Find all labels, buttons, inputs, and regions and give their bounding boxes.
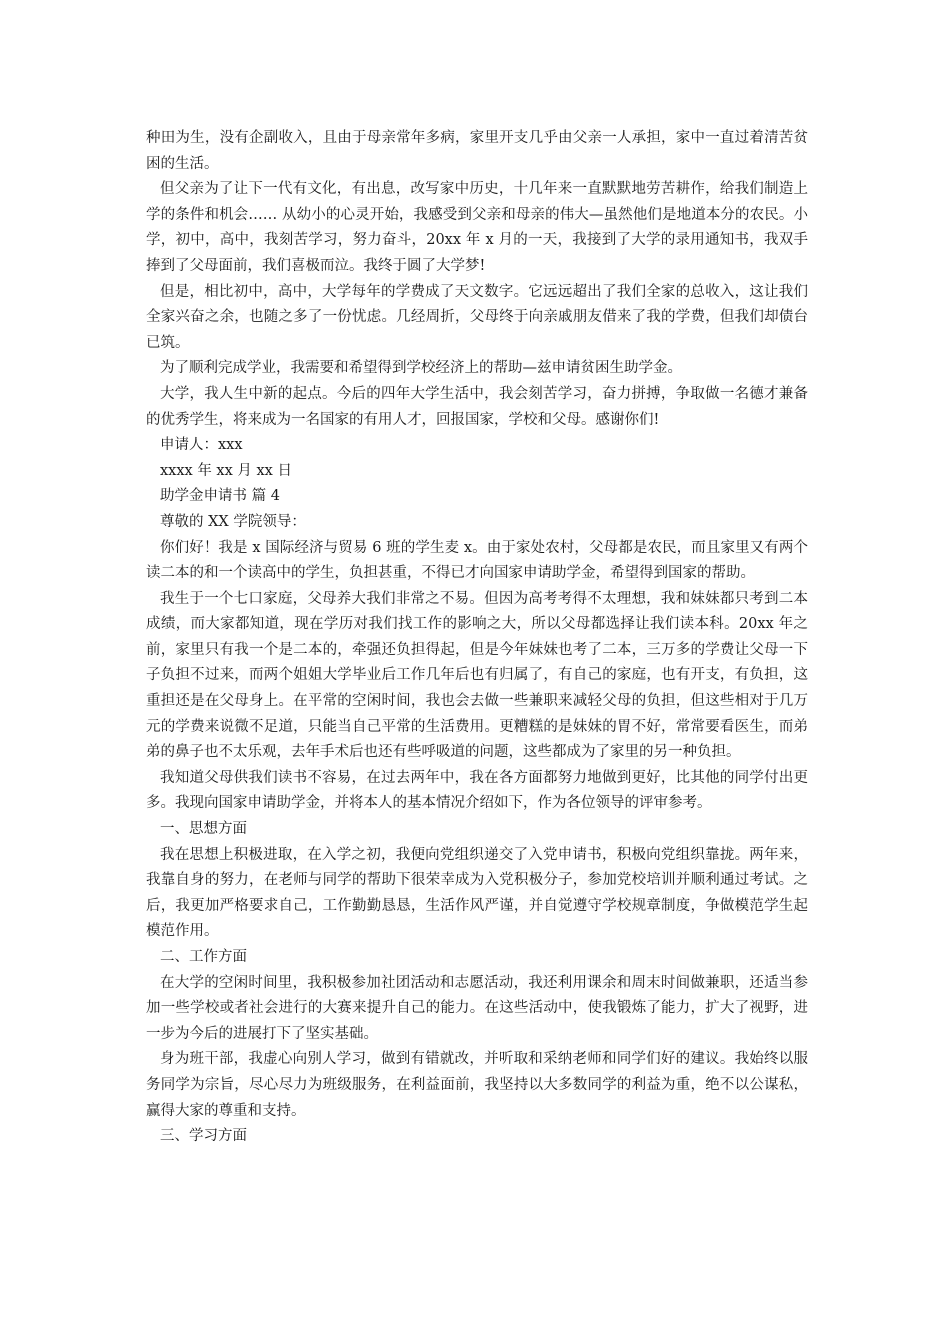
paragraph: 身为班干部，我虚心向别人学习，做到有错就改，并听取和采纳老师和同学们好的建议。我始终以服务同学为宗旨，尽心尽力为班级服务，在利益面前，我坚持以大多数同学的利益为重，绝不以公谋私，赢得大家的尊重和支持。 xyxy=(146,1051,808,1119)
paragraph: 为了顺利完成学业，我需要和希望得到学校经济上的帮助—兹申请贫困生助学金。 xyxy=(160,360,682,377)
paragraph: 在大学的空闲时间里，我积极参加社团活动和志愿活动，我还利用课余和周末时间做兼职，还适当参加一些学校或者社会进行的大赛来提升自己的能力。在这些活动中，使我锻炼了能力，扩大了视野，进一步为今后的进展打下了坚实基础。 xyxy=(146,974,808,1042)
applicant-line: 申请人：xxx xyxy=(160,437,243,454)
paragraph: 我在思想上积极进取，在入学之初，我便向党组织递交了入党申请书，积极向党组织靠拢。两年来，我靠自身的努力，在老师与同学的帮助下很荣幸成为入党积极分子，参加党校培训并顺利通过考试。之后，我更加严格要求自己，工作勤勤恳恳，生活作风严谨，并自觉遵守学校规章制度，争做模范学生起模范作用。 xyxy=(146,846,808,940)
paragraph: 种田为生，没有企副收入，且由于母亲常年多病，家里开支几乎由父亲一人承担，家中一直过着清苦贫困的生活。 xyxy=(146,130,808,172)
section-heading: 三、学习方面 xyxy=(160,1128,247,1145)
paragraph: 但是，相比初中，高中，大学每年的学费成了天文数字。它远远超出了我们全家的总收入，这让我们全家兴奋之余，也随之多了一份忧虑。几经周折，父母终于向亲戚朋友借来了我的学费，但我们却债台已筑。 xyxy=(146,283,808,351)
date-line: xxxx 年 xx 月 xx 日 xyxy=(160,462,292,479)
paragraph: 我知道父母供我们读书不容易，在过去两年中，我在各方面都努力地做到更好，比其他的同学付出更多。我现向国家申请助学金，并将本人的基本情况介绍如下，作为各位领导的评审参考。 xyxy=(146,769,808,812)
salutation: 尊敬的 XX 学院领导： xyxy=(160,513,306,530)
document-body xyxy=(146,126,808,1150)
section-heading: 二、工作方面 xyxy=(160,949,247,965)
paragraph: 大学，我人生中新的起点。今后的四年大学生活中，我会刻苦学习，奋力拼搏，争取做一名德才兼备的优秀学生，将来成为一名国家的有用人才，回报国家，学校和父母。感谢你们! xyxy=(146,385,808,428)
paragraph: 但父亲为了让下一代有文化，有出息，改写家中历史，十几年来一直默默地劳苦耕作，给我们制造上学的条件和机会…… 从幼小的心灵开始，我感受到父亲和母亲的伟大—虽然他们是地道本分的农民。小学，初中，高中，我刻苦学习，努力奋斗，20xx 年 x 月的一天，我接到了大学的录用通知书，我双手捧到了父母面前，我们喜极而泣。我终于圆了大学梦! xyxy=(146,181,808,274)
paragraph: 你们好！我是 x 国际经济与贸易 6 班的学生麦 x。由于家处农村，父母都是农民，而且家里又有两个读二本的和一个读高中的学生，负担甚重，不得已才向国家申请助学金，希望得到国家的帮助。 xyxy=(146,539,808,582)
section-title: 助学金申请书 篇 4 xyxy=(160,488,280,505)
paragraph: 我生于一个七口家庭，父母养大我们非常之不易。但因为高考考得不太理想，我和妹妹都只考到二本成绩，而大家都知道，现在学历对我们找工作的影响之大，所以父母都选择让我们读本科。20xx 年之前，家里只有我一个是二本的，牵强还负担得起，但是今年妹妹也考了二本，三万多的学费让父母一下子负担不过来，而两个姐姐大学毕业后工作几年后也有归属了，有自己的家庭，也有开支，有负担，这重担还是在父母身上。在平常的空闲时间，我也会去做一些兼职来减轻父母的负担，但这些相对于几万元的学费来说微不足道，只能当自己平常的生活费用。更糟糕的是妹妹的胃不好，常常要看医生，而弟弟的鼻子也不太乐观，去年手术后也还有些呼吸道的问题，这些都成为了家里的另一种负担。 xyxy=(146,590,808,761)
section-heading: 一、思想方面 xyxy=(160,821,247,838)
